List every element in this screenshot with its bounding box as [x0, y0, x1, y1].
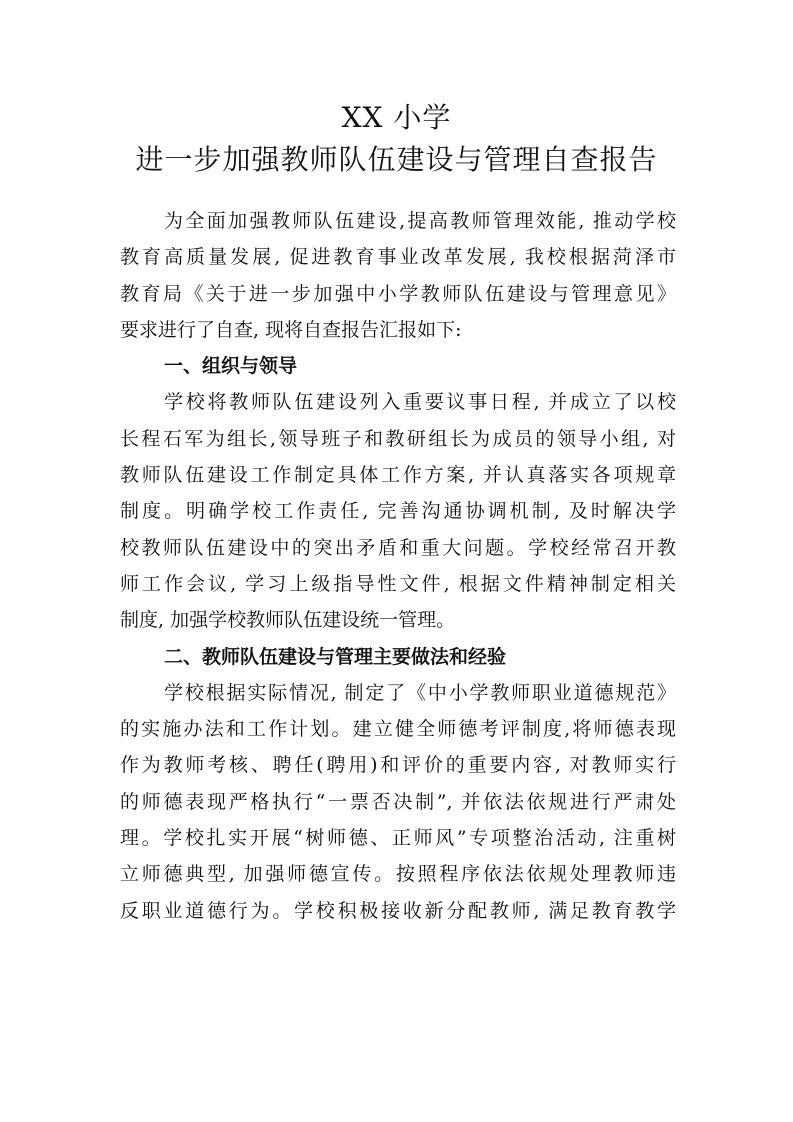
paragraph-line: 反职业道德行为。学校积极接收新分配教师, 满足教育教学: [120, 899, 676, 922]
paragraph-line: 长程石军为组长,领导班子和教研组长为成员的领导小组, 对: [120, 427, 676, 450]
paragraph-line: 立师德典型, 加强师德宣传。按照程序依法依规处理教师违: [120, 863, 676, 886]
paragraph-line: 的师德表现严格执行“一票否决制”, 并依法依规进行严肃处: [120, 790, 676, 813]
school-name: XX 小学: [341, 101, 452, 134]
paragraph-line: 作为教师考核、聘任(聘用)和评价的重要内容, 对教师实行: [120, 754, 676, 777]
report-body: [120, 203, 676, 929]
section-heading-practices: 二、教师队伍建设与管理主要做法和经验: [164, 645, 507, 668]
paragraph-line: 制度。明确学校工作责任, 完善沟通协调机制, 及时解决学: [120, 500, 676, 523]
intro-line: 要求进行了自查, 现将自查报告汇报如下:: [120, 318, 462, 341]
section-heading-organization: 一、组织与领导: [164, 355, 298, 378]
paragraph-line: 校教师队伍建设中的突出矛盾和重大问题。学校经常召开教: [120, 536, 676, 559]
paragraph-line: 理。学校扎实开展“树师德、正师风”专项整治活动, 注重树: [120, 827, 676, 850]
paragraph-line: 制度, 加强学校教师队伍建设统一管理。: [120, 609, 456, 632]
intro-line: 为全面加强教师队伍建设,提高教师管理效能, 推动学校: [164, 210, 676, 232]
paragraph-line: 学校根据实际情况, 制定了《中小学教师职业道德规范》: [164, 681, 676, 704]
report-title: 进一步加强教师队伍建设与管理自查报告: [135, 143, 658, 176]
paragraph-line: 学校将教师队伍建设列入重要议事日程, 并成立了以校: [164, 391, 676, 414]
paragraph-line: 师工作会议, 学习上级指导性文件, 根据文件精神制定相关: [120, 572, 676, 595]
paragraph-line: 教师队伍建设工作制定具体工作方案, 并认真落实各项规章: [120, 464, 676, 487]
paragraph-line: 的实施办法和工作计划。建立健全师德考评制度,将师德表现: [120, 718, 676, 741]
intro-line: 教育局《关于进一步加强中小学教师队伍建设与管理意见》: [120, 282, 676, 305]
intro-line: 教育高质量发展, 促进教育事业改革发展, 我校根据菏泽市: [120, 246, 676, 269]
